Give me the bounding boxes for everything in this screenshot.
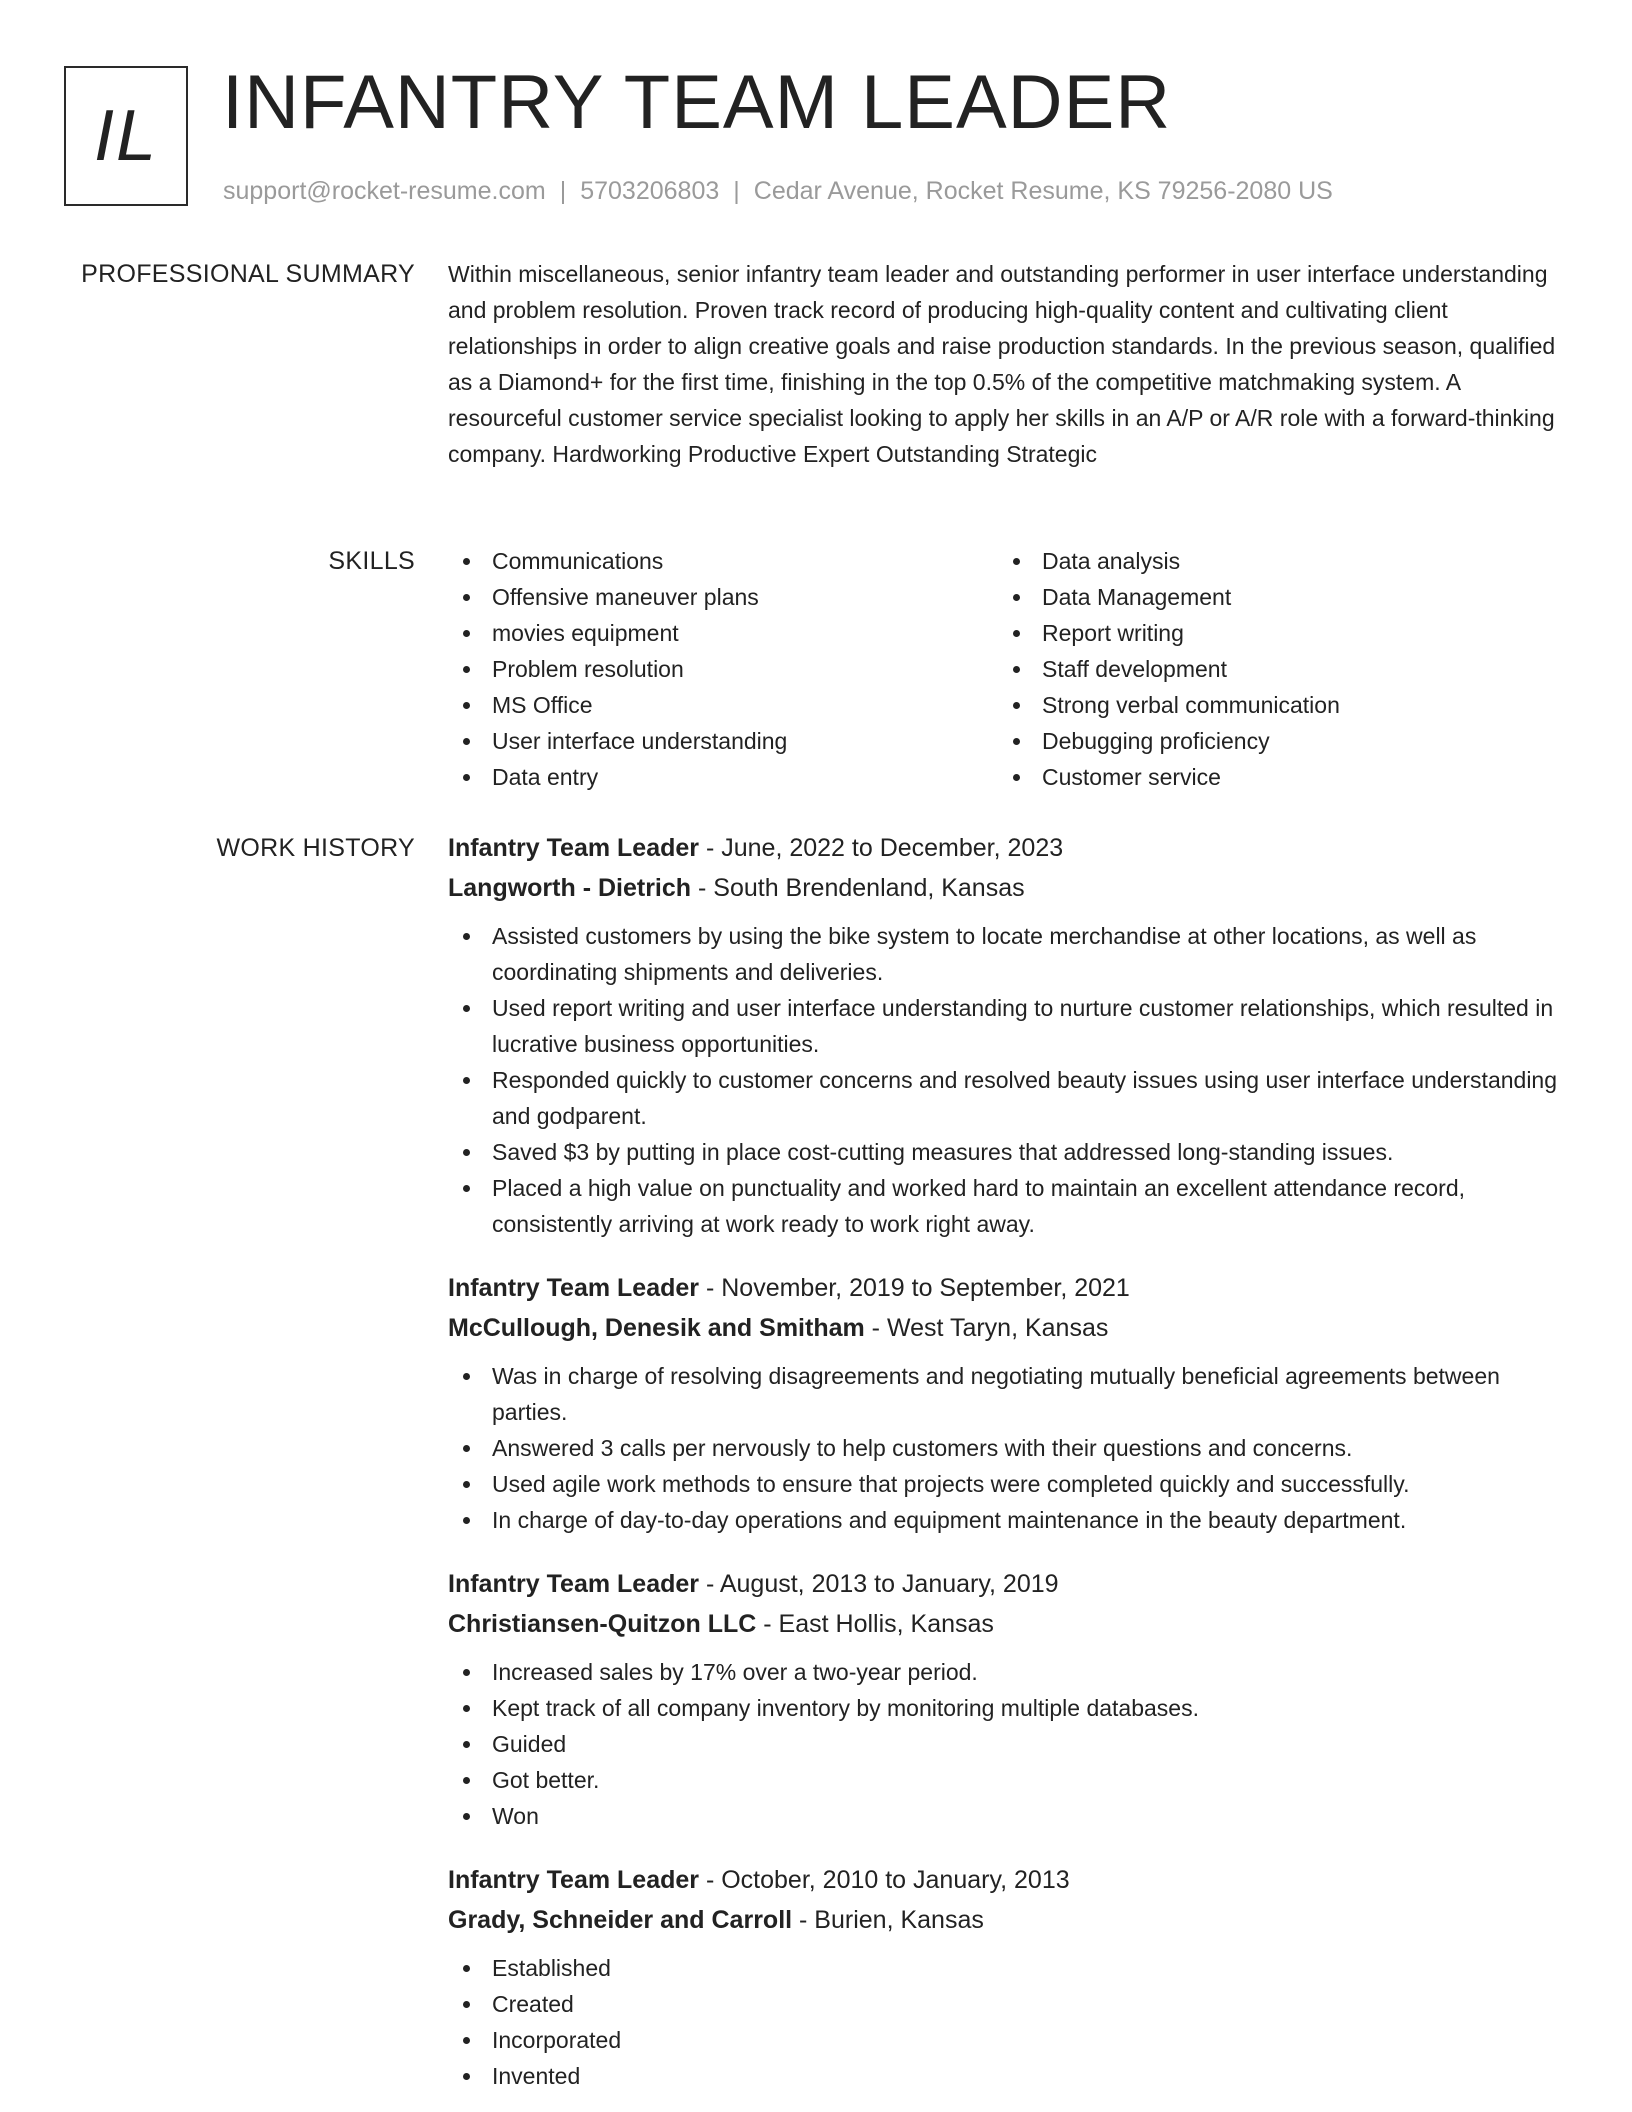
- job-location: - West Taryn, Kansas: [864, 1314, 1109, 1342]
- job-duty: In charge of day-to-day operations and equipment maintenance in the beauty department.: [448, 1502, 1560, 1538]
- job-entry: [448, 1564, 1560, 1834]
- skill-item: Communications: [448, 543, 998, 579]
- job-duty: Guided: [448, 1726, 1560, 1762]
- job-duties-list: [448, 1950, 1560, 2094]
- resume-title: INFANTRY TEAM LEADER: [222, 60, 1172, 145]
- job-company: Langworth - Dietrich: [448, 874, 692, 902]
- summary-text: Within miscellaneous, senior infantry team leader and outstanding performer in user interface understanding and problem resolution. Proven track record of producing high-quality content and cultivating client relationships in order to align creative goals and raise production standards. In the previous season, qualified as a Diamond+ for the first time, finishing in the top 0.5% of the competitive matchmaking system. A resourceful customer service specialist looking to apply her skills in an A/P or A/R role with a forward-thinking company. Hardworking Productive Expert Outstanding Strategic: [448, 261, 1556, 467]
- summary-heading: PROFESSIONAL SUMMARY: [81, 260, 415, 288]
- job-title: Infantry Team Leader: [448, 1866, 700, 1894]
- contact-line: [223, 176, 1333, 206]
- skill-item: Data Management: [998, 579, 1548, 615]
- job-dates: - October, 2010 to January, 2013: [699, 1866, 1070, 1894]
- job-location: - South Brendenland, Kansas: [691, 874, 1025, 902]
- job-duty: Used report writing and user interface understanding to nurture customer relationships, which resulted in lucrative business opportunities.: [448, 990, 1560, 1062]
- job-duty: Established: [448, 1950, 1560, 1986]
- job-company-line: [448, 1308, 1560, 1348]
- job-company-line: [448, 1604, 1560, 1644]
- skill-item: User interface understanding: [448, 723, 998, 759]
- job-duty: Responded quickly to customer concerns and resolved beauty issues using user interface understanding and godparent.: [448, 1062, 1560, 1134]
- contact-email[interactable]: support@rocket-resume.com: [223, 177, 546, 205]
- job-duty: Got better.: [448, 1762, 1560, 1798]
- job-duty: Kept track of all company inventory by monitoring multiple databases.: [448, 1690, 1560, 1726]
- job-entry: [448, 1860, 1560, 2094]
- job-company: Christiansen-Quitzon LLC: [448, 1610, 757, 1638]
- job-duty: Used agile work methods to ensure that projects were completed quickly and successfully.: [448, 1466, 1560, 1502]
- job-company: Grady, Schneider and Carroll: [448, 1906, 793, 1934]
- contact-separator: |: [733, 177, 740, 205]
- job-title: Infantry Team Leader: [448, 834, 700, 862]
- job-entry: [448, 1268, 1560, 1538]
- skill-item: Customer service: [998, 759, 1548, 795]
- job-dates: - August, 2013 to January, 2019: [699, 1570, 1059, 1598]
- job-title-line: [448, 828, 1560, 868]
- skill-item: Report writing: [998, 615, 1548, 651]
- skills-list-left: [448, 543, 998, 795]
- job-duty: Saved $3 by putting in place cost-cutting measures that addressed long-standing issues.: [448, 1134, 1560, 1170]
- job-duty: Incorporated: [448, 2022, 1560, 2058]
- contact-address: Cedar Avenue, Rocket Resume, KS 79256-2080 US: [753, 177, 1333, 205]
- skills-list-right: [998, 543, 1548, 795]
- job-duty: Invented: [448, 2058, 1560, 2094]
- job-title-line: [448, 1564, 1560, 1604]
- job-duty: Placed a high value on punctuality and worked hard to maintain an excellent attendance record, consistently arriving at work ready to work right away.: [448, 1170, 1560, 1242]
- job-location: - Burien, Kansas: [792, 1906, 984, 1934]
- job-title: Infantry Team Leader: [448, 1570, 700, 1598]
- job-duty: Increased sales by 17% over a two-year period.: [448, 1654, 1560, 1690]
- skill-item: Offensive maneuver plans: [448, 579, 998, 615]
- job-duty: Was in charge of resolving disagreements and negotiating mutually beneficial agreements between parties.: [448, 1358, 1560, 1430]
- job-title-line: [448, 1268, 1560, 1308]
- job-location: - East Hollis, Kansas: [756, 1610, 994, 1638]
- skill-item: Staff development: [998, 651, 1548, 687]
- skills-columns: [448, 543, 1560, 795]
- job-title-line: [448, 1860, 1560, 1900]
- skill-item: Data analysis: [998, 543, 1548, 579]
- skill-item: Problem resolution: [448, 651, 998, 687]
- skill-item: movies equipment: [448, 615, 998, 651]
- skill-item: Debugging proficiency: [998, 723, 1548, 759]
- job-duties-list: [448, 918, 1560, 1242]
- job-company: McCullough, Denesik and Smitham: [448, 1314, 865, 1342]
- job-duties-list: [448, 1654, 1560, 1834]
- contact-separator: |: [559, 177, 567, 205]
- monogram-box: [64, 66, 188, 206]
- job-duties-list: [448, 1358, 1560, 1538]
- monogram-initials: IL: [93, 96, 159, 176]
- contact-phone[interactable]: 5703206803: [580, 177, 720, 205]
- job-duty: Assisted customers by using the bike system to locate merchandise at other locations, as well as coordinating shipments and deliveries.: [448, 918, 1560, 990]
- job-duty: Answered 3 calls per nervously to help customers with their questions and concerns.: [448, 1430, 1560, 1466]
- job-title: Infantry Team Leader: [448, 1274, 700, 1302]
- work-history-heading: WORK HISTORY: [216, 834, 415, 862]
- work-history-section: [448, 828, 1560, 2112]
- job-dates: - June, 2022 to December, 2023: [699, 834, 1064, 862]
- summary-section: [448, 256, 1560, 472]
- job-dates: - November, 2019 to September, 2021: [699, 1274, 1130, 1302]
- job-company-line: [448, 868, 1560, 908]
- skill-item: Strong verbal communication: [998, 687, 1548, 723]
- skill-item: Data entry: [448, 759, 998, 795]
- job-entry: [448, 828, 1560, 1242]
- job-duty: Created: [448, 1986, 1560, 2022]
- skills-heading: SKILLS: [328, 547, 415, 575]
- job-duty: Won: [448, 1798, 1560, 1834]
- job-company-line: [448, 1900, 1560, 1940]
- skill-item: MS Office: [448, 687, 998, 723]
- skills-section: [448, 543, 1560, 795]
